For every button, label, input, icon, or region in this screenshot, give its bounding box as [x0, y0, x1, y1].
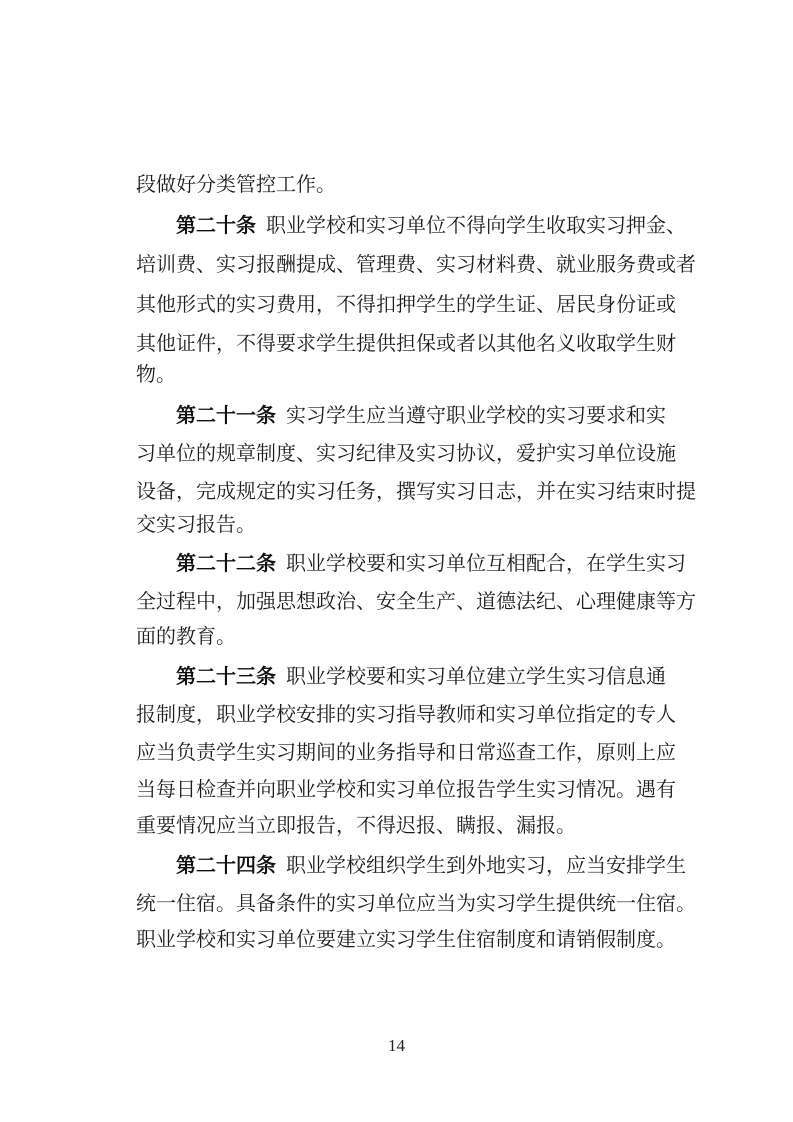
- line-text: 职业学校组织学生到外地实习，应当安排学生: [286, 853, 686, 877]
- line-text: 统一住宿。具备条件的实习单位应当为实习学生提供统一住宿。: [136, 891, 696, 915]
- article-23-heading: 第二十三条: [176, 664, 276, 688]
- text-line: [136, 287, 676, 321]
- line-text: 报制度，职业学校安排的实习指导教师和实习单位指定的专人: [136, 702, 676, 726]
- page-number: 14: [388, 1036, 405, 1055]
- line-text: 物。: [136, 362, 176, 386]
- text-line: [136, 922, 676, 956]
- line-text: 面的教育。: [136, 624, 236, 648]
- text-line: [136, 474, 696, 508]
- line-text: 其他证件，不得要求学生提供担保或者以其他名义收取学生财: [136, 331, 676, 355]
- article-22-heading: 第二十二条: [176, 551, 276, 575]
- text-line: [136, 357, 658, 391]
- line-text: 重要情况应当立即报告，不得迟报、瞒报、漏报。: [136, 813, 576, 837]
- article-24-heading: 第二十四条: [176, 853, 276, 877]
- line-text: 全过程中，加强思想政治、安全生产、道德法纪、心理健康等方: [136, 589, 696, 613]
- line-text: 职业学校要和实习单位建立学生实习信息通: [286, 664, 666, 688]
- line-text: 其他形式的实习费用，不得扣押学生的学生证、居民身份证或: [136, 292, 676, 316]
- text-line: [136, 584, 696, 618]
- text-line: [136, 507, 658, 541]
- article-21-heading: 第二十一条: [176, 403, 276, 427]
- line-text: 培训费、实习报酬提成、管理费、实习材料费、就业服务费或者: [136, 252, 696, 276]
- line-text: 段做好分类管控工作。: [136, 172, 336, 196]
- line-text: 职业学校要和实习单位互相配合，在学生实习: [286, 551, 686, 575]
- text-line: [136, 619, 658, 653]
- article-20-heading: 第二十条: [176, 213, 256, 237]
- line-text: 习单位的规章制度、实习纪律及实习协议，爱护实习单位设施: [136, 441, 676, 465]
- line-text: 职业学校和实习单位不得向学生收取实习押金、: [266, 213, 686, 237]
- text-line: [136, 808, 658, 842]
- line-text: 当每日检查并向职业学校和实习单位报告学生实习情况。遇有: [136, 777, 676, 801]
- line-text: 实习学生应当遵守职业学校的实习要求和实: [286, 403, 666, 427]
- line-text: 交实习报告。: [136, 512, 256, 536]
- article-22-first-line: [176, 546, 686, 580]
- article-20-first-line: [176, 208, 686, 242]
- text-line: [136, 886, 696, 920]
- article-24-first-line: [176, 848, 686, 882]
- text-line: [136, 247, 696, 281]
- line-text: 设备，完成规定的实习任务，撰写实习日志，并在实习结束时提: [136, 479, 696, 503]
- text-line: [136, 735, 676, 769]
- text-line: [136, 772, 676, 806]
- text-line: [136, 697, 676, 731]
- line-text: 职业学校和实习单位要建立实习学生住宿制度和请销假制度。: [136, 927, 676, 951]
- line-text: 应当负责学生实习期间的业务指导和日常巡查工作，原则上应: [136, 740, 676, 764]
- text-line: [136, 326, 676, 360]
- text-line: [136, 167, 658, 201]
- article-23-first-line: [176, 659, 666, 693]
- article-21-first-line: [176, 398, 666, 432]
- text-line: [136, 436, 676, 470]
